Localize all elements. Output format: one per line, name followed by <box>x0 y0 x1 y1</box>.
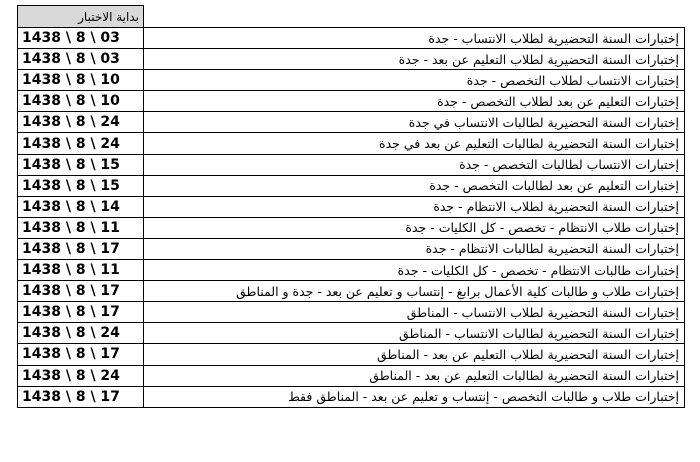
exam-start-date: 1438 \ 8 \ 17 <box>18 386 144 407</box>
table-row <box>18 302 685 323</box>
exam-schedule-table <box>17 5 685 408</box>
exam-description: إختبارات السنة التحضيرية لطلاب التعليم عن بعد - جدة <box>144 49 685 70</box>
exam-start-date: 1438 \ 8 \ 14 <box>18 196 144 217</box>
exam-description: إختبارات التعليم عن بعد لطالبات التخصص - جدة <box>144 175 685 196</box>
header-row <box>18 6 685 28</box>
exam-start-date: 1438 \ 8 \ 03 <box>18 49 144 70</box>
table-row <box>18 260 685 281</box>
exam-start-date: 1438 \ 8 \ 17 <box>18 344 144 365</box>
table-row <box>18 154 685 175</box>
exam-description: إختبارات السنة التحضيرية لطالبات الانتساب في جدة <box>144 112 685 133</box>
exam-start-date: 1438 \ 8 \ 11 <box>18 260 144 281</box>
exam-start-date: 1438 \ 8 \ 24 <box>18 112 144 133</box>
exam-description: إختبارات السنة التحضيرية لطلاب الانتساب - جدة <box>144 28 685 49</box>
exam-start-date: 1438 \ 8 \ 17 <box>18 281 144 302</box>
exam-start-date: 1438 \ 8 \ 24 <box>18 323 144 344</box>
table-row <box>18 386 685 407</box>
table-row <box>18 217 685 238</box>
table-row <box>18 196 685 217</box>
exam-description: إختبارات طالبات الانتظام - تخصص - كل الكليات - جدة <box>144 260 685 281</box>
exam-description: إختبارات الانتساب لطالبات التخصص - جدة <box>144 154 685 175</box>
table-row <box>18 49 685 70</box>
table-row <box>18 365 685 386</box>
exam-description: إختبارات السنة التحضيرية لطلاب الانتساب - المناطق <box>144 302 685 323</box>
table-row <box>18 112 685 133</box>
exam-start-date: 1438 \ 8 \ 10 <box>18 70 144 91</box>
exam-start-date: 1438 \ 8 \ 24 <box>18 365 144 386</box>
exam-start-date: 1438 \ 8 \ 24 <box>18 133 144 154</box>
table-row <box>18 344 685 365</box>
table-row <box>18 281 685 302</box>
exam-description: إختبارات الانتساب لطلاب التخصص - جدة <box>144 70 685 91</box>
table-row <box>18 28 685 49</box>
header-spacer <box>144 6 685 28</box>
exam-description: إختبارات السنة التحضيرية لطالبات التعليم عن بعد - المناطق <box>144 365 685 386</box>
exam-description: إختبارات السنة التحضيرية لطالبات الانتساب - المناطق <box>144 323 685 344</box>
exam-start-date: 1438 \ 8 \ 11 <box>18 217 144 238</box>
exam-description: إختبارات السنة التحضيرية لطلاب التعليم عن بعد - المناطق <box>144 344 685 365</box>
exam-start-date: 1438 \ 8 \ 17 <box>18 238 144 259</box>
table-row <box>18 70 685 91</box>
exam-description: إختبارات طلاب و طالبات كلية الأعمال برابغ - إنتساب و تعليم عن بعد - جدة و المناطق <box>144 281 685 302</box>
exam-start-date: 1438 \ 8 \ 15 <box>18 175 144 196</box>
exam-description: إختبارات التعليم عن بعد لطلاب التخصص - جدة <box>144 91 685 112</box>
exam-start-date: 1438 \ 8 \ 15 <box>18 154 144 175</box>
table-row <box>18 175 685 196</box>
exam-start-date: 1438 \ 8 \ 10 <box>18 91 144 112</box>
exam-schedule-sheet <box>17 5 685 408</box>
exam-description: إختبارات طلاب و طالبات التخصص - إنتساب و تعليم عن بعد - المناطق فقط <box>144 386 685 407</box>
table-row <box>18 91 685 112</box>
table-row <box>18 238 685 259</box>
exam-description: إختبارات السنة التحضيرية لطلاب الانتظام - جدة <box>144 196 685 217</box>
exam-start-date: 1438 \ 8 \ 03 <box>18 28 144 49</box>
start-date-header: بداية الاختبار <box>18 6 144 28</box>
exam-start-date: 1438 \ 8 \ 17 <box>18 302 144 323</box>
table-row <box>18 133 685 154</box>
table-row <box>18 323 685 344</box>
exam-description: إختبارات السنة التحضيرية لطالبات التعليم عن بعد في جدة <box>144 133 685 154</box>
exam-description: إختبارات السنة التحضيرية لطالبات الانتظام - جدة <box>144 238 685 259</box>
exam-description: إختبارات طلاب الانتظام - تخصص - كل الكليات - جدة <box>144 217 685 238</box>
